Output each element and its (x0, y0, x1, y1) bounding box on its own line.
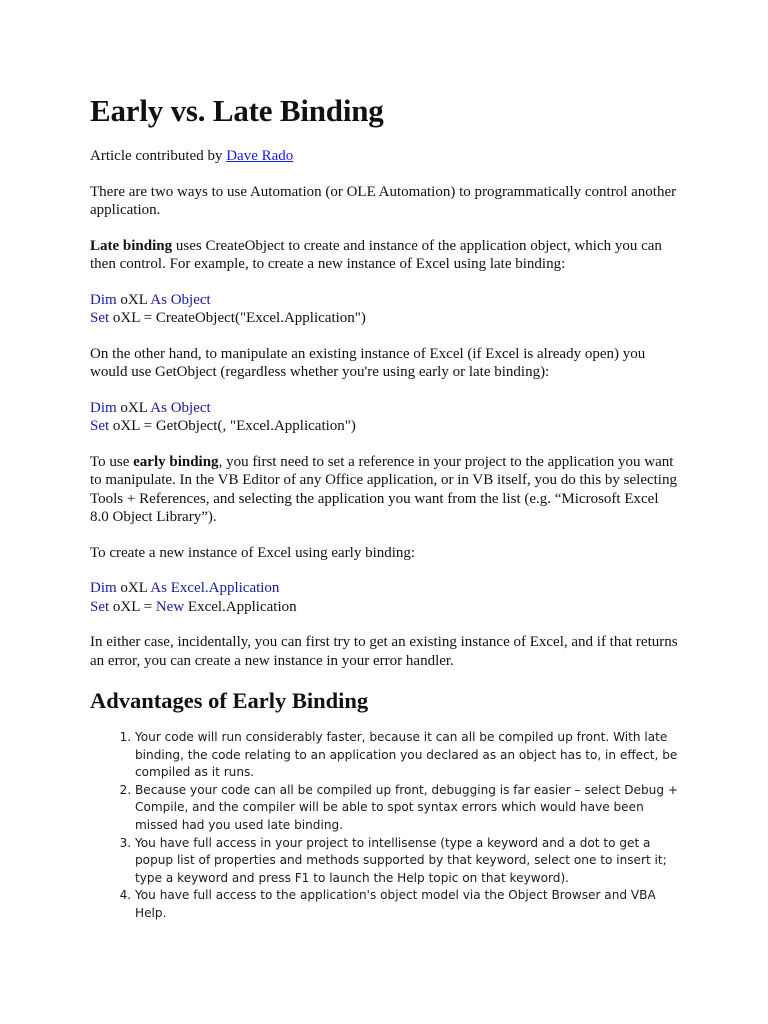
code-block-early-binding (90, 579, 680, 616)
code-keyword: Dim (90, 399, 117, 416)
late-binding-paragraph (90, 237, 680, 274)
code-text: oXL = GetObject(, "Excel.Application") (109, 418, 356, 434)
code-line (90, 399, 680, 418)
attribution-paragraph (90, 147, 680, 166)
list-item: 1. Your code will run considerably faster, because it can all be compiled up front. With late binding, the code relating to an application you declared as an object has to, in effect, be compiled as it runs. (135, 729, 680, 782)
intro-paragraph: There are two ways to use Automation (or OLE Automation) to programmatically control another application. (90, 183, 677, 218)
code-text: Excel.Application (184, 598, 297, 615)
early-binding-term: early binding (133, 453, 219, 470)
code-line (90, 417, 680, 436)
code-keyword: Set (90, 310, 110, 326)
code-keyword: As Object (150, 291, 211, 308)
late-binding-text: uses CreateObject to create and instance of the application object, which you can then control. For example, to create a new instance of Excel using late binding: (90, 237, 662, 272)
code-keyword: As Excel.Application (150, 580, 280, 596)
advantages-heading: Advantages of Early Binding (90, 688, 369, 713)
code-keyword: New (155, 598, 185, 615)
early-binding-paragraph (90, 453, 680, 527)
code-block-get-object (90, 399, 680, 436)
code-keyword: Dim (90, 580, 117, 596)
late-binding-term: Late binding (90, 237, 173, 254)
code-line (90, 309, 680, 328)
code-line (90, 598, 680, 617)
code-line (90, 291, 680, 310)
code-text: oXL (116, 399, 151, 416)
code-keyword: Dim (90, 291, 117, 308)
code-text: oXL = CreateObject("Excel.Application") (109, 310, 366, 326)
list-item: 3. You have full access in your project to intellisense (type a keyword and a dot to get a popup list of properties and methods supported by that keyword, select one to insert it; type a keyword and press F1 to launch the Help topic on that keyword). (135, 835, 680, 888)
page-title: Early vs. Late Binding (90, 93, 384, 128)
get-object-paragraph: On the other hand, to manipulate an existing instance of Excel (if Excel is already open) you would use GetObject (regardless whether you're using early or late binding): (90, 345, 646, 380)
advantages-list (90, 729, 680, 923)
early-binding-prefix: To use (90, 453, 134, 470)
early-binding-text: , you first need to set a reference in your project to the application you want to manipulate. In the VB Editor of any Office application, or in VB itself, you do this by selecting Tools + References, and selecting the application you want from the list (e.g. “Microsoft Excel 8.0 Object Library”). (90, 453, 677, 525)
code-keyword: As Object (150, 399, 211, 416)
attribution-prefix: Article contributed by (90, 148, 227, 164)
list-item: 4. You have full access to the application's object model via the Object Browser and VBA Help. (135, 887, 680, 922)
list-item: 2. Because your code can all be compiled up front, debugging is far easier – select Debug + Compile, and the compiler will be able to spot syntax errors which would have been missed had you used late binding. (135, 782, 680, 835)
code-keyword: Set (90, 418, 110, 434)
code-text: oXL (116, 580, 151, 596)
either-case-paragraph: In either case, incidentally, you can first try to get an existing instance of Excel, and if that returns an error, you can create a new instance in your error handler. (90, 634, 678, 669)
code-line (90, 579, 680, 598)
code-keyword: Set (90, 598, 110, 615)
code-block-create-object (90, 291, 680, 328)
author-link[interactable]: Dave Rado (226, 148, 294, 164)
create-early-paragraph: To create a new instance of Excel using early binding: (90, 544, 416, 561)
code-text: oXL (116, 291, 151, 308)
code-text: oXL = (109, 598, 156, 615)
